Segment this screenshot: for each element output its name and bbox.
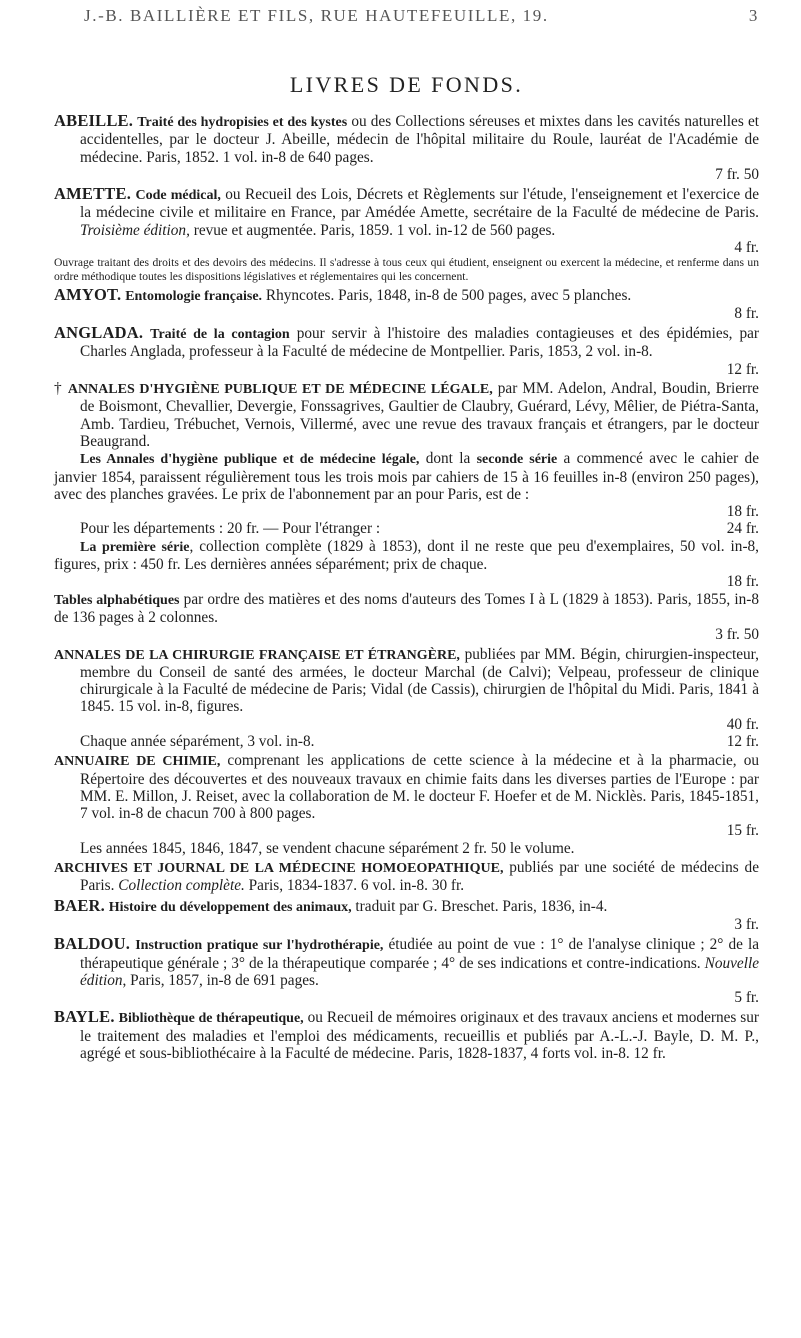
entry-author: BAYLE.	[54, 1007, 115, 1027]
tables-text: par ordre des matières et des noms d'auteurs des Tomes I à L (1829 à 1853). Paris, 1855, in-8 de 136 pages à 2 colonnes.	[54, 590, 759, 626]
price-line	[54, 239, 759, 256]
entry-description: étudiée au point de vue : 1° de l'analyse clinique ; 2° de la thérapeutique générale ; 3° de la thérapeutique comparée ; 4° de ses indications et contre-indications.	[80, 936, 759, 972]
entry-description: par MM. Adelon, Andral, Boudin, Brierre de Boismont, Chevallier, Devergie, Fonssagrives, Gaultier de Claubry, Guérard, Lévy, Mêlier, de Piétra-Santa, Amb. Tardieu, Trébuchet, Vernois, Villermé, avec une revue des travaux français et étrangers, par le docteur Beaugrand.	[80, 380, 759, 450]
annual-price: 12 fr.	[726, 732, 759, 750]
first-series-price: 18 fr.	[726, 573, 759, 591]
entry-title: Entomologie française.	[125, 288, 263, 304]
entry-title: Instruction pratique sur l'hydrothérapie,	[135, 938, 384, 954]
price-line	[54, 916, 759, 933]
entry-title: Traité des hydropisies et des kystes	[137, 115, 348, 130]
price-line	[54, 503, 759, 520]
entry-price: 15 fr.	[726, 822, 759, 840]
entry-title: Code médical,	[135, 188, 221, 204]
entry-amyot	[54, 286, 759, 323]
price-line-departements	[54, 520, 759, 537]
entry-text	[54, 935, 759, 989]
price-line	[54, 305, 759, 322]
first-series-paragraph	[54, 538, 759, 574]
entry-author: AMYOT.	[54, 284, 122, 304]
price-line	[54, 166, 759, 183]
entry-text	[54, 185, 759, 239]
entry-text	[54, 112, 759, 166]
entry-price: 5 fr.	[734, 989, 759, 1007]
series-label: seconde série	[476, 452, 558, 468]
entry-text	[54, 380, 759, 450]
entry-author: AMETTE.	[54, 184, 132, 204]
entry-description: publiées par MM. Bégin, chirurgien-inspecteur, membre du Conseil de santé des armées, le docteur Marchal (de Calvi); Velpeau, professeur de clinique chirurgicale à la Faculté de médecine de Paris; Vidal (de Cassis), chirurgien de l'hôpital du Midi. Paris, 1841 à 1845. 15 vol. in-8, figures.	[80, 645, 759, 716]
section-title: LIVRES DE FONDS.	[289, 72, 524, 97]
entry-description: Rhyncotes. Paris, 1848, in-8 de 500 pages, avec 5 planches.	[262, 286, 632, 304]
subscription-text: dont la	[419, 450, 477, 468]
entry-abeille	[54, 112, 759, 183]
entry-text	[54, 859, 759, 895]
entry-edition: Nouvelle édition	[80, 954, 759, 989]
etranger-price: 24 fr.	[726, 520, 759, 538]
entry-description-cont: , Paris, 1857, in-8 de 691 pages.	[122, 971, 319, 989]
entry-description: publiés par une société de médecins de Paris.	[80, 859, 759, 895]
entry-baer	[54, 897, 759, 934]
entry-title: ANNALES DE LA CHIRURGIE FRANÇAISE ET ÉTRANGÈRE,	[54, 647, 460, 663]
entry-bayle	[54, 1008, 759, 1062]
entry-title: ANNUAIRE DE CHIMIE,	[54, 754, 221, 770]
entry-price: 40 fr.	[726, 715, 759, 733]
price-line-annual	[54, 733, 759, 750]
price-line	[54, 361, 759, 378]
entry-price: 8 fr.	[734, 304, 759, 322]
paris-price: 18 fr.	[726, 503, 759, 521]
entry-description: traduit par G. Breschet. Paris, 1836, in-4.	[351, 897, 608, 915]
first-series-text: , collection complète (1829 à 1853), dont il ne reste que peu d'exemplaires, 50 vol. in-8, figures, prix : 450 fr. Les dernières années séparément; prix de chaque.	[54, 537, 760, 574]
entry-price: 3 fr.	[734, 915, 759, 933]
entry-text	[54, 1008, 759, 1062]
entry-title: ANNALES D'HYGIÈNE PUBLIQUE ET DE MÉDECINE LÉGALE,	[67, 382, 493, 398]
entry-anglada	[54, 324, 759, 378]
entry-author: BAER.	[54, 895, 105, 915]
subscription-paragraph	[54, 450, 759, 503]
entry-text	[54, 752, 759, 822]
entry-description: comprenant les applications de cette science à la médecine et à la pharmacie, ou Répertoire des découvertes et des nouveaux travaux en chimie faits dans les diverses parties de l'Europe : par MM. E. Millon, J. Reiset, avec la collaboration de M. le docteur F. Hoefer et de M. Nicklès. Paris, 1845-1851, 7 vol. in-8 de chacun 700 à 800 pages.	[80, 752, 759, 823]
entry-title: Traité de la contagion	[150, 327, 290, 343]
entry-annuaire-chimie	[54, 752, 759, 857]
entry-text	[54, 897, 759, 916]
entry-price: 4 fr.	[734, 239, 759, 257]
entry-text	[54, 286, 759, 305]
price-line	[54, 573, 759, 590]
entry-price: 30 fr.	[431, 877, 465, 895]
price-line	[54, 626, 759, 643]
tables-paragraph	[54, 591, 759, 627]
tables-price: 3 fr. 50	[715, 626, 759, 644]
price-line	[54, 716, 759, 733]
entry-description: ou Recueil de mémoires originaux et des travaux anciens et modernes sur le traitement des maladies et l'emploi des médicaments, recueillis et publiés par A.-L.-J. Bayle, D. M. P., agrégé et sous-bibliothécaire à la Faculté de médecine. Paris, 1828-1837, 4 forts vol. in-8.	[80, 1009, 759, 1063]
dagger-mark: †	[54, 380, 63, 398]
entry-edition: Troisième édition,	[80, 221, 190, 239]
entry-annales-chirurgie	[54, 646, 759, 751]
subscription-text-cont: a commencé avec le cahier de janvier 1854, paraissent régulièrement tous les trois mois par cahiers de 15 à 16 feuilles in-8 (environ 250 pages), avec des planches gravées. Le prix de l'abonnement par an pour Paris, est de :	[54, 450, 759, 503]
entry-title: ARCHIVES ET JOURNAL DE LA MÉDECINE HOMOEOPATHIQUE,	[54, 861, 504, 877]
entry-author: BALDOU.	[54, 934, 131, 954]
entry-price: 12 fr.	[726, 360, 759, 378]
entry-archives	[54, 859, 759, 895]
tables-label: Tables alphabétiques	[54, 592, 180, 608]
entry-text	[54, 646, 759, 716]
first-series-label: La première série	[80, 539, 190, 555]
entry-author: ABEILLE.	[54, 111, 134, 130]
running-header	[54, 6, 759, 36]
entry-annales-hygiene	[54, 380, 759, 643]
price-line	[54, 989, 759, 1006]
entry-note: Ouvrage traitant des droits et des devoirs des médecins. Il s'adresse à tous ceux qui étudient, enseignent ou exercent la médecine, et renferme dans un ordre méthodique toutes les dispositions législatives et réglementaires qui les concernent.	[54, 256, 759, 283]
entry-description: ou des Collections séreuses et mixtes dans les cavités naturelles et accidentelles, par le docteur J. Abeille, médecin de l'hôpital militaire du Roule, lauréat de l'Académie de médecine. Paris, 1852. 1 vol. in-8 de 640 pages.	[80, 113, 759, 166]
entry-price: 12 fr.	[633, 1045, 666, 1063]
entry-title: Bibliothèque de thérapeutique,	[118, 1011, 304, 1027]
entry-text	[54, 324, 759, 361]
entry-description: ou Recueil des Lois, Décrets et Règlements sur l'étude, l'enseignement et l'exercice de la médecine civile et militaire en France, par Amédée Amette, secrétaire de la Faculté de médecine de Paris.	[80, 186, 759, 222]
annual-text: Chaque année séparément, 3 vol. in-8.	[80, 732, 315, 750]
entry-author: ANGLADA.	[54, 323, 144, 343]
entry-description-cont: revue et augmentée. Paris, 1859. 1 vol. in-12 de 560 pages.	[189, 221, 556, 239]
page-number: 3	[748, 6, 759, 25]
subscription-title: Les Annales d'hygiène publique et de médecine légale,	[80, 452, 420, 468]
entry-price: 7 fr. 50	[715, 165, 759, 183]
entry-description: pour servir à l'histoire des maladies contagieuses et des épidémies, par Charles Anglada, professeur à la Faculté de médecine de Montpellier. Paris, 1853, 2 vol. in-8.	[80, 325, 759, 361]
annual-note: Les années 1845, 1846, 1847, se vendent chacune séparément 2 fr. 50 le volume.	[80, 839, 575, 857]
entry-collection: Collection complète.	[118, 877, 245, 895]
entry-amette	[54, 185, 759, 283]
entry-description-cont: Paris, 1834-1837. 6 vol. in-8.	[244, 877, 428, 895]
departements-text: Pour les départements : 20 fr. — Pour l'étranger :	[80, 520, 381, 538]
entry-baldou	[54, 935, 759, 1006]
entry-title: Histoire du développement des animaux,	[108, 899, 352, 915]
publisher-line: J.-B. BAILLIÈRE ET FILS, RUE HAUTEFEUILLE, 19.	[84, 6, 549, 25]
price-line	[54, 822, 759, 839]
